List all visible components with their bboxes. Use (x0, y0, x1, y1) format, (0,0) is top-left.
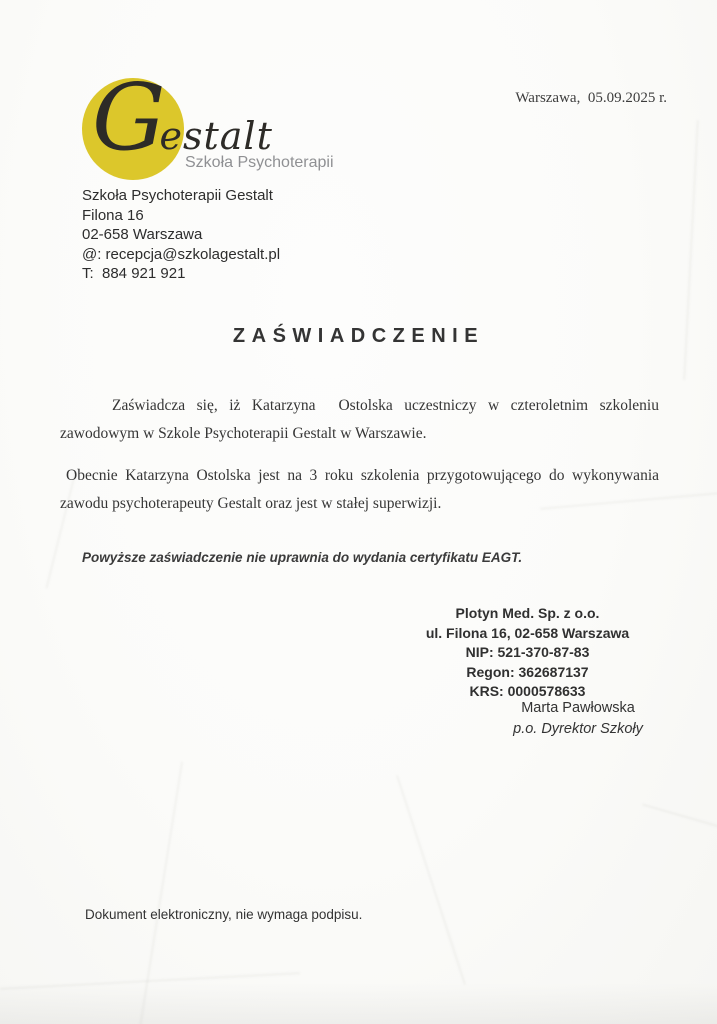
company-info-block (420, 604, 635, 702)
signatory-role: p.o. Dyrektor Szkoły (513, 721, 643, 737)
date-line: Warszawa, 05.09.2025 r. (515, 90, 667, 106)
company-name: Plotyn Med. Sp. z o.o. (455, 605, 600, 621)
signatory-name: Marta Pawłowska (521, 700, 635, 716)
document-title: ZAŚWIADCZENIE (232, 325, 485, 347)
paper-crease (396, 775, 466, 985)
disclaimer-note: Powyższe zaświadczenie nie uprawnia do wydania certyfikatu EAGT. (82, 550, 523, 565)
letterhead-line-street: Filona 16 (82, 206, 144, 224)
letterhead-line-city: 02-658 Warszawa (82, 226, 203, 243)
signature-block (490, 698, 666, 740)
logo-tagline: Szkoła Psychoterapii (185, 154, 334, 171)
paragraph-certification: Zaświadcza się, iż Katarzyna Ostolska uczestniczy w czteroletnim szkoleniu zawodowym w Szkole Psychoterapii Gestalt w Warszawie. (60, 397, 663, 442)
letterhead-line-email: @: recepcja@szkolagestalt.pl (82, 245, 281, 263)
letterhead-line-school: Szkoła Psychoterapii Gestalt (82, 187, 273, 204)
company-regon: Regon: 362687137 (466, 663, 589, 680)
company-address: ul. Filona 16, 02-658 Warszawa (425, 624, 630, 641)
footer-note: Dokument elektroniczny, nie wymaga podpisu. (85, 907, 363, 922)
letterhead-line-phone: T: 884 921 921 (82, 265, 186, 282)
company-krs: KRS: 0000578633 (469, 683, 586, 699)
paper-crease (642, 804, 717, 839)
paper-crease (139, 762, 183, 1024)
document-body (60, 392, 663, 518)
logo-wordmark: Gestalt (92, 64, 273, 171)
logo (80, 64, 334, 188)
paragraph-current-status: Obecnie Katarzyna Ostolska jest na 3 roku szkolenia przygotowującego do wykonywania zawodu psychoterapeuty Gestalt oraz jest w stałej superwizji. (60, 467, 663, 512)
paper-crease (0, 972, 300, 990)
letterhead-address-block (82, 186, 280, 284)
company-nip: NIP: 521-370-87-83 (465, 644, 590, 660)
